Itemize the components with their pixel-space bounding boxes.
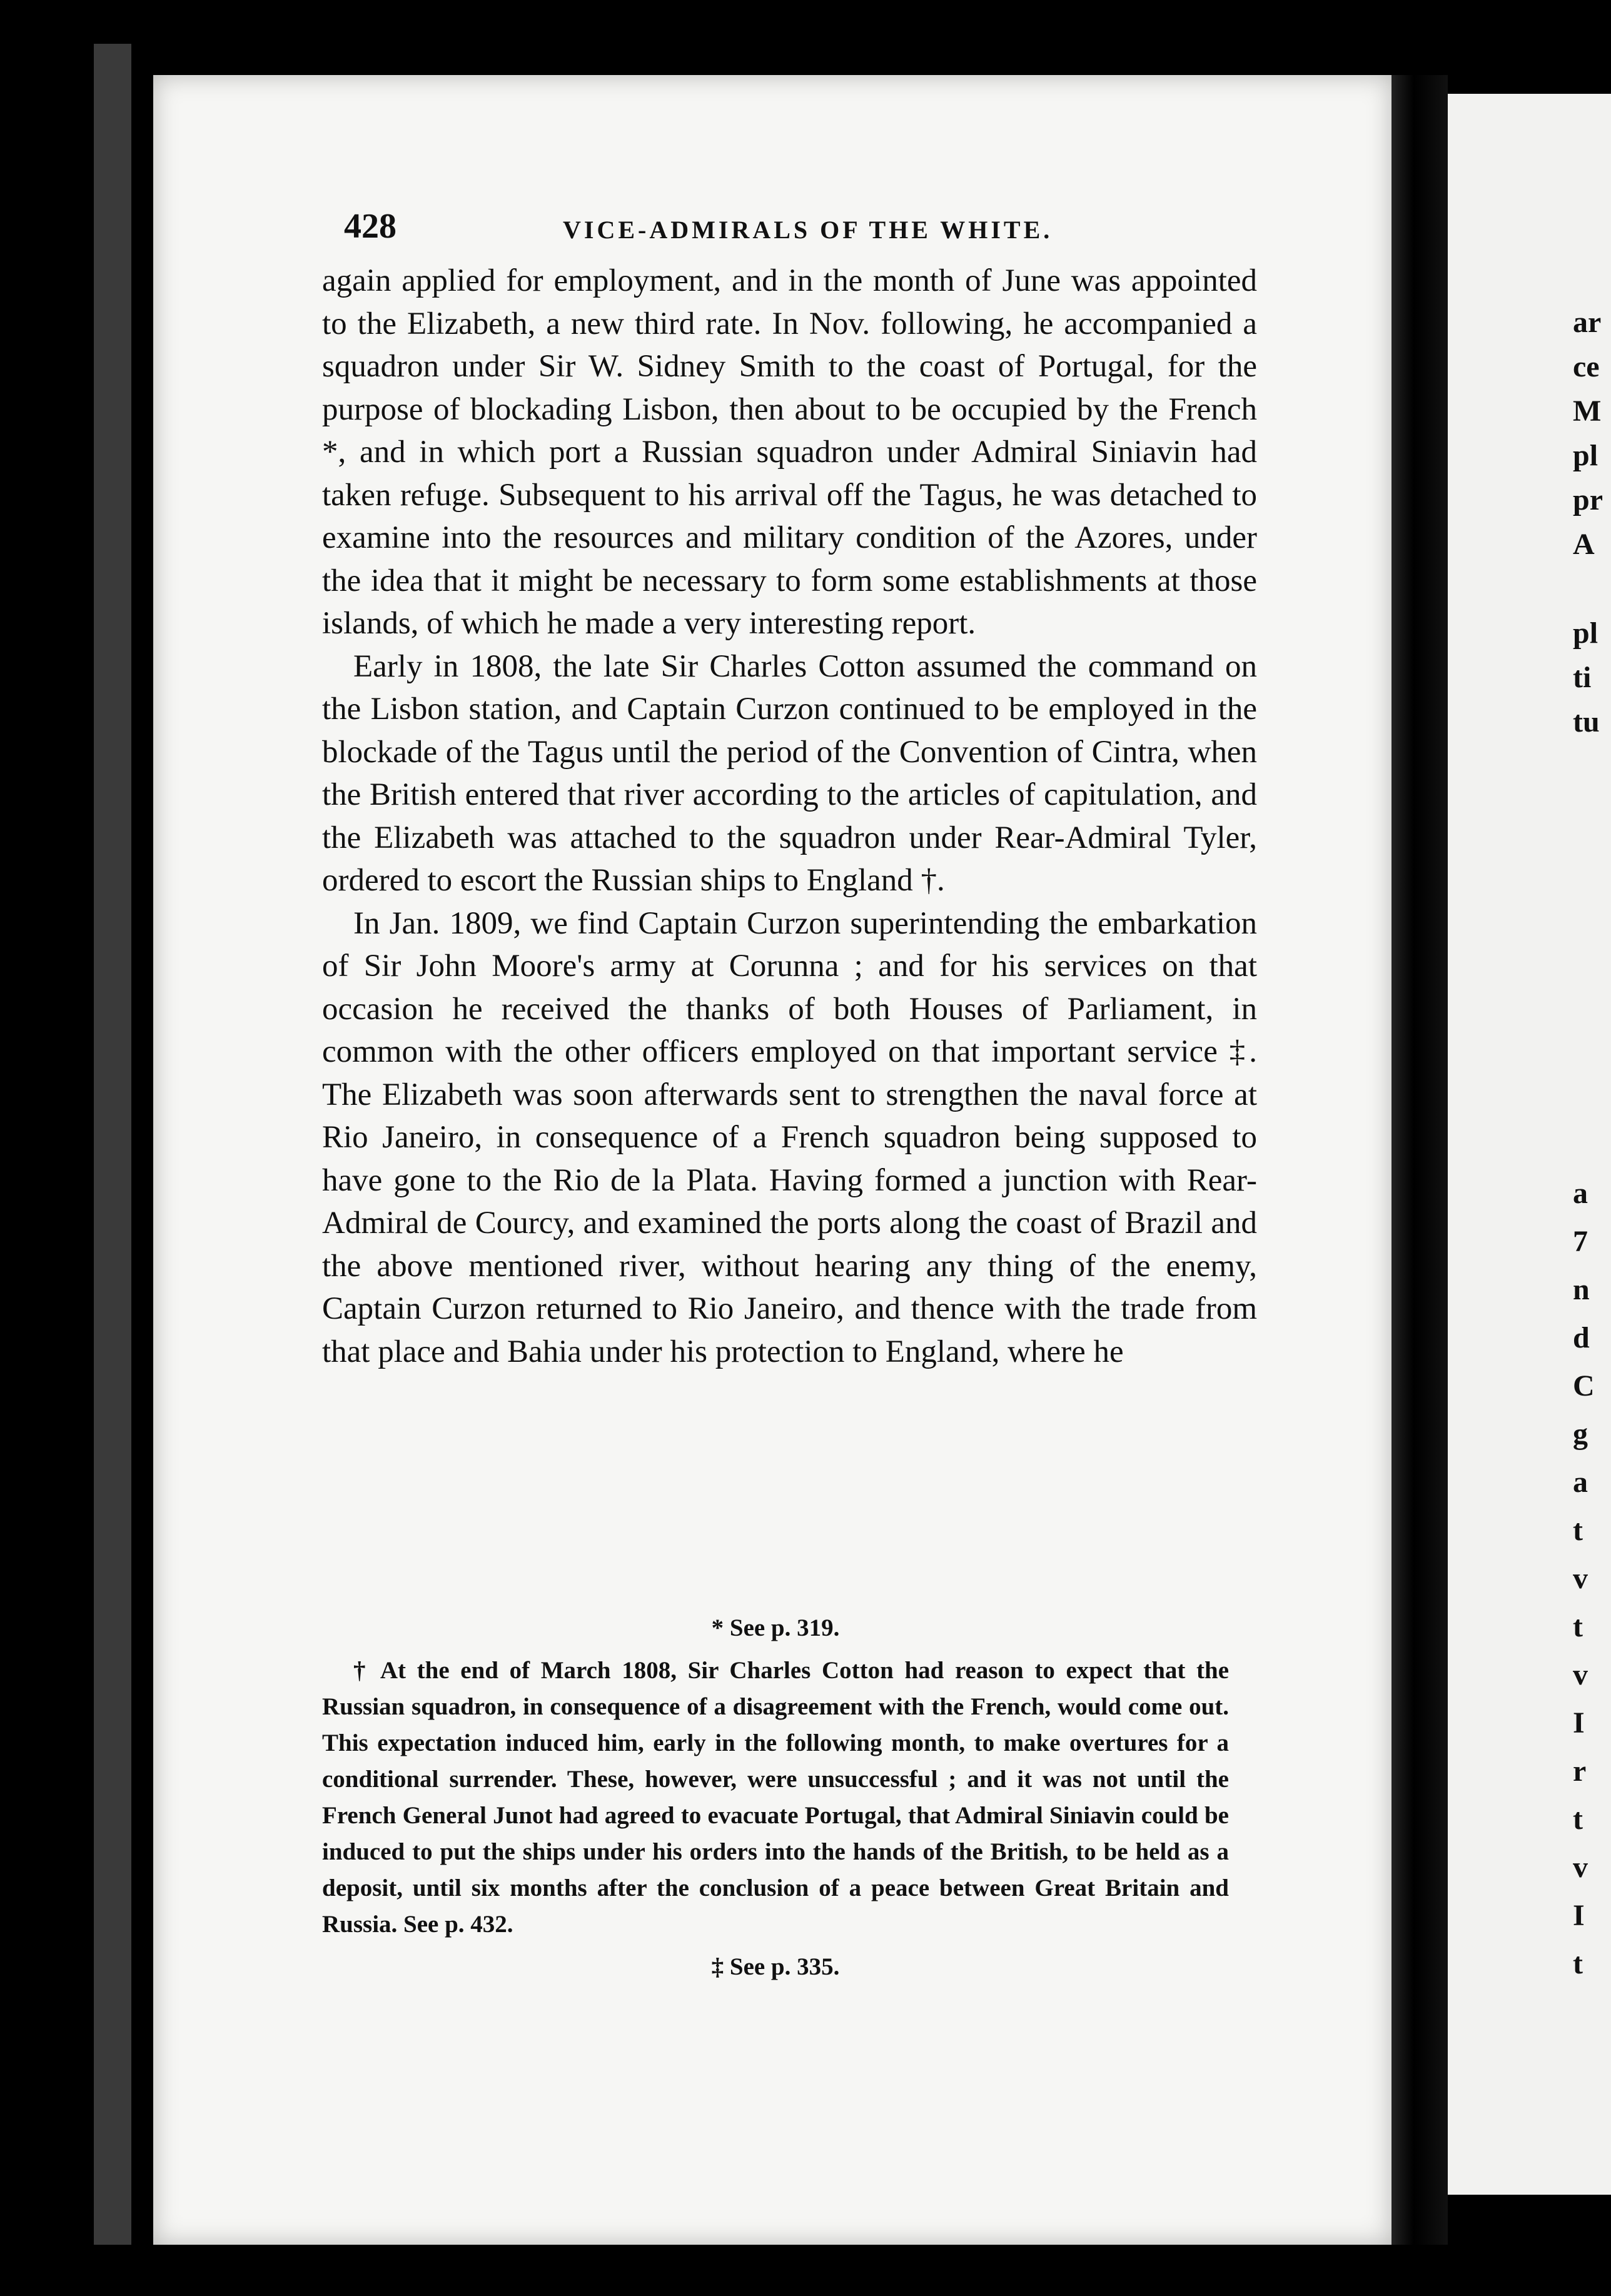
fragment: A <box>1573 528 1595 561</box>
fragment: pl <box>1573 617 1598 650</box>
fragment: t <box>1573 1610 1583 1643</box>
fragment: ti <box>1573 661 1592 694</box>
footnote-dagger: † At the end of March 1808, Sir Charles Cotton had reason to expect that the Russian squadron, in consequence of a disagreement with the French, would come out. This expectation induced him, early in the following month, to make overtures for a conditional surrender. These, however, were unsuccessful ; and it was not until the French General Junot had agreed to evacuate Portugal, that Admiral Siniavin could be induced to put the ships under his orders into the hands of the British, to be held as a deposit, until six months after the conclusion of a peace between Great Britain and Russia. See p. 432. <box>322 1657 1229 1938</box>
fragment: pl <box>1573 439 1598 472</box>
fragment: a <box>1573 1466 1588 1499</box>
fragment: I <box>1573 1899 1585 1932</box>
page-number: 428 <box>344 207 396 246</box>
paragraph-3: In Jan. 1809, we find Captain Curzon superintending the embarkation of Sir John Moore's army at Corunna ; and for his services on that occasion he received the thanks of both Houses of Parliament, in common with the other officers employed on that important service ‡. The Elizabeth was soon afterwards sent to strengthen the naval force at Rio Janeiro, in consequence of a French squadron being supposed to have gone to the Rio de la Plata. Having formed a junction with Rear-Admiral de Courcy, and examined the ports along the coast of Brazil and the above mentioned river, without hearing any thing of the enemy, Captain Curzon returned to Rio Janeiro, and thence with the trade from that place and Bahia under his protection to England, where he <box>322 905 1257 1369</box>
footnotes <box>322 1610 1229 1991</box>
fragment: I <box>1573 1706 1585 1740</box>
facing-page-fragments-upper <box>1573 300 1610 744</box>
page-header <box>344 206 1257 256</box>
body-text <box>322 259 1257 1373</box>
fragment: v <box>1573 1562 1588 1595</box>
fragment: t <box>1573 1514 1583 1547</box>
fragment: v <box>1573 1658 1588 1691</box>
paragraph-2: Early in 1808, the late Sir Charles Cotton assumed the command on the Lisbon station, and Captain Curzon continued to be employed in the blockade of the Tagus until the period of the Convention of Cintra, when the British entered that river according to the articles of capitulation, and the Elizabeth was attached to the squadron under Rear-Admiral Tyler, ordered to escort the Russian ships to England †. <box>322 648 1257 898</box>
fragment: t <box>1573 1803 1583 1836</box>
facing-page-fragments-lower <box>1573 1169 1610 1988</box>
fragment: d <box>1573 1321 1590 1354</box>
fragment: g <box>1573 1417 1588 1451</box>
fragment: n <box>1573 1273 1590 1306</box>
fragment: t <box>1573 1947 1583 1980</box>
book-left-edge <box>94 44 131 2245</box>
fragment: M <box>1573 395 1602 428</box>
fragment <box>1573 566 1610 611</box>
fragment: v <box>1573 1851 1588 1884</box>
fragment: r <box>1573 1755 1587 1788</box>
running-title: VICE-ADMIRALS OF THE WHITE. <box>563 216 1053 244</box>
fragment: a <box>1573 1177 1588 1210</box>
fragment: ar <box>1573 306 1602 339</box>
fragment: pr <box>1573 483 1603 516</box>
fragment: tu <box>1573 705 1600 738</box>
fragment: ce <box>1573 350 1600 383</box>
paragraph-1: again applied for employment, and in the month of June was appointed to the Elizabeth, a new third rate. In Nov. following, he accompanied a squadron under Sir W. Sidney Smith to the coast of Portugal, for the purpose of blockading Lisbon, then about to be occupied by the French *, and in which port a Russian squadron under Admiral Siniavin had taken refuge. Subsequent to his arrival off the Tagus, he was detached to examine into the resources and military condition of the Azores, under the idea that it might be necessary to form some establishments at those islands, of which he made a very interesting report. <box>322 263 1257 641</box>
fragment: 7 <box>1573 1225 1588 1258</box>
fragment: C <box>1573 1369 1595 1402</box>
book-gutter <box>1391 75 1448 2245</box>
footnote-double-dagger: ‡ See p. 335. <box>711 1953 840 1980</box>
footnote-star: * See p. 319. <box>711 1614 840 1641</box>
